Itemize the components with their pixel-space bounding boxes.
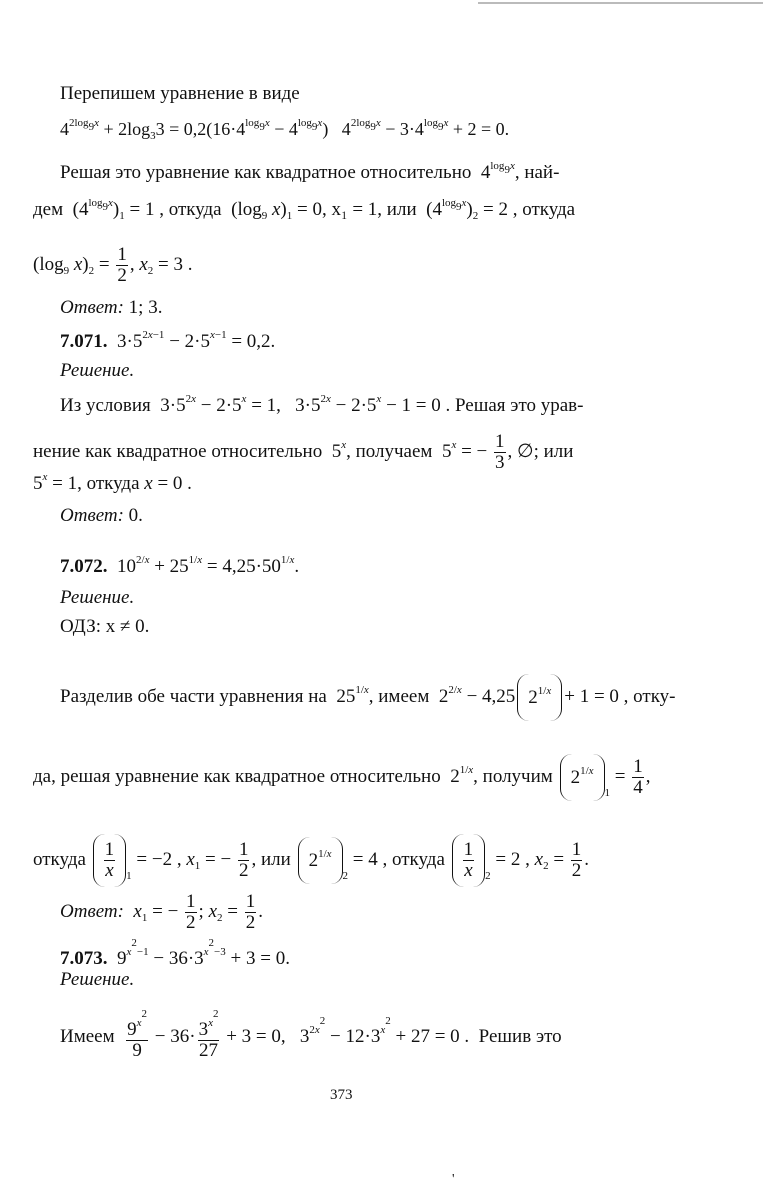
answer-label: Ответ:: [60, 900, 124, 922]
solution-label-072: [60, 588, 134, 607]
solve-line-2: дем $(4^{log_9x})_1 = 1$ , откуда ($\log_9$ $x)_1 = 0$, x₁ = 1, или $(4^{log_9x})_2 = 2$ , откуда: [33, 197, 576, 222]
fraction: $\frac{1}{2}$: [117, 244, 127, 286]
answer-label: Ответ:: [60, 505, 124, 526]
p071-line-3: $5^x = 1$, откуда x = 0 .: [33, 471, 192, 494]
solution-label: Решение.: [60, 360, 135, 381]
p072-line-2: да, решая уравнение как квадратное относительно $2^{1/x}$, получим $2^{1/x}_1$ = $\frac{1}{4}$ ,: [33, 754, 650, 801]
odz-text: ОДЗ: x ≠ 0.: [60, 616, 150, 637]
solve-line-3: ($\log_9$ $x)_2$ = $\frac{1}{2}$ , $x_2 = 3$ .: [33, 244, 193, 286]
solve-line-2-d: = 2 , откуда: [482, 199, 576, 220]
solve-line-2-b: = 1 , откуда: [129, 199, 222, 220]
p072-l2-b: , получим: [473, 765, 553, 787]
intro-text: [60, 84, 300, 103]
intro-label: Перепишем уравнение в виде: [60, 83, 300, 104]
p072-div-b: , имеем: [368, 685, 430, 707]
odz: [60, 617, 149, 636]
p072-line-3: откуда $\frac{1}{x}$ $_1$ = −2 , $x_1$ = − $\frac{1}{2}$ , или $2^{1/x}_2 = 4$ , откуда $\frac{1}{x}$ $_2$ = 2 , $x_2$ = $\frac{1}{2}$ .: [33, 834, 589, 887]
equation-rewrite: $4^{2log_9x} + 2\log_33 = 0,2(16\cdot 4^{log_9x} - 4^{log_9x}) 4^{2log_9x} - 3\cdot 4^{log_9x} + 2 = 0$.: [60, 117, 510, 142]
solve-line-1-text: Решая это уравнение как квадратное относительно: [60, 162, 472, 183]
solve-line-2-c: = 0, x₁ = 1, или: [297, 199, 417, 220]
problem-number: 7.073.: [60, 948, 108, 969]
fraction: $\frac{1}{3}$: [495, 431, 505, 473]
p072-l2-a: да, решая уравнение как квадратное относительно: [33, 765, 441, 787]
solve-line-2-a: дем: [33, 199, 64, 220]
answer-value: 0.: [128, 505, 143, 526]
problem-7-073: 7.073. $9^{x^2-1} - 36\cdot 3^{x^2-3} + 3 = 0$.: [60, 937, 290, 969]
paren-group: $2^{1/x}$: [517, 674, 562, 721]
answer-072: Ответ: $x_1$ = − $\frac{1}{2}$ ; $x_2$ = $\frac{1}{2}$ .: [60, 891, 263, 933]
solve-line-1-end: , най-: [514, 162, 560, 183]
p071-line-1: Из условия $3\cdot 5^{2x} - 2\cdot 5^x = 1$, $3\cdot 5^{2x} - 2\cdot 5^x - 1 = 0$ . Решая это урав-: [60, 393, 584, 416]
solution-label-071: [60, 361, 134, 380]
p071-line-2-c: ; или: [533, 440, 574, 462]
p072-l3-e: = 2 ,: [495, 848, 530, 870]
paren-group: $2^{1/x}$: [560, 754, 605, 801]
fraction: $\frac{1}{2}$: [245, 891, 256, 933]
paren-group: $\frac{1}{x}$: [452, 834, 486, 887]
p071-line-2-b: , получаем: [346, 440, 433, 462]
bottom-mark: ': [452, 1172, 455, 1187]
top-rule: [478, 2, 763, 4]
p072-div-a: Разделив обе части уравнения на: [60, 685, 327, 707]
answer-label: Ответ:: [60, 297, 124, 318]
problem-number: 7.072.: [60, 556, 108, 577]
solution-label-073: [60, 970, 134, 989]
paren-group: $2^{1/x}$: [298, 837, 343, 884]
solution-label: Решение.: [60, 969, 135, 990]
fraction: $\frac{3^{x^2}}{27}$: [198, 1008, 219, 1061]
p071-cond-a: Из условия: [60, 395, 151, 416]
fraction: $\frac{1}{2}$: [186, 891, 196, 933]
fraction: $\frac{1}{4}$: [633, 756, 643, 798]
p072-l3-c: , или: [251, 848, 291, 870]
p072-l3-a: откуда: [33, 848, 86, 870]
p071-line-2: нение как квадратное относительно 5$^x$, получаем $5^x$ = − $\frac{1}{3}$ , ∅; или: [33, 431, 574, 473]
p071-line-2-a: нение как квадратное относительно: [33, 440, 323, 462]
answer-1: [60, 298, 162, 317]
problem-7-071: 7.071. $3\cdot 5^{2x-1} - 2\cdot 5^{x-1} = 0,2$.: [60, 329, 276, 352]
fraction: $\frac{1}{2}$: [571, 839, 582, 881]
fraction: $\frac{9^{x^2}}{9}$: [127, 1008, 148, 1061]
answer-value: 1; 3.: [128, 297, 163, 318]
problem-number: 7.071.: [60, 331, 108, 352]
paren-group: $\frac{1}{x}$: [93, 834, 127, 887]
p072-l3-d: = 4 , откуда: [352, 848, 445, 870]
solve-line-1: Решая это уравнение как квадратное относительно $4^{log_9x}$, най-: [60, 160, 560, 183]
fraction: $\frac{1}{2}$: [238, 839, 249, 881]
p072-div-c: + 1 = 0 , отку-: [564, 685, 676, 707]
p073-line-1: Имеем $\frac{9^{x^2}}{9}$ − 36· $\frac{3^{x^2}}{27}$ + 3 = 0, $3^{2x^2} - 12\cdot 3^{x^2} + 27 = 0$ . Решив это: [60, 1008, 562, 1061]
p073-have: Имеем: [60, 1025, 115, 1047]
p072-line-1: Разделив обе части уравнения на $25^{1/x}$, имеем $2^{2/x} - 4,25$ $2^{1/x} + 1 = 0$ , отку-: [60, 674, 676, 721]
solution-label: Решение.: [60, 587, 135, 608]
p073-rest: Решив это: [478, 1025, 562, 1047]
answer-071: [60, 506, 143, 525]
p072-l3-b: = −2 ,: [136, 848, 182, 870]
problem-7-072: 7.072. $10^{2/x} + 25^{1/x} = 4,25\cdot 50^{1/x}$.: [60, 554, 300, 577]
page-number: 373: [330, 1087, 353, 1103]
